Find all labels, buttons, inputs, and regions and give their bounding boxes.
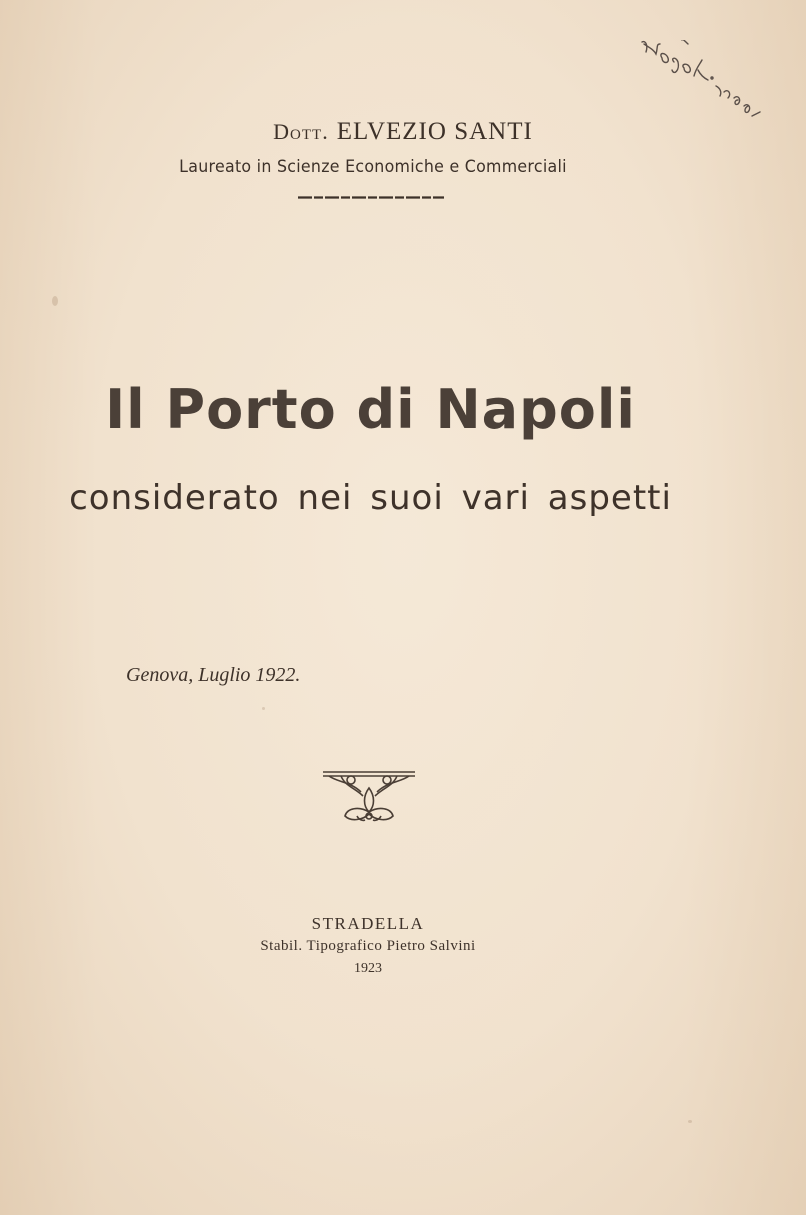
handwritten-annotation	[634, 40, 784, 140]
publisher-press: Stabil. Tipografico Pietro Salvini	[260, 938, 476, 954]
publisher-block	[0, 913, 736, 981]
decorative-rule-icon	[298, 196, 444, 199]
paper-stain	[262, 707, 265, 710]
paper-stain	[52, 296, 58, 306]
author-degree: Laureato in Scienze Economiche e Commerciali	[179, 157, 567, 177]
author-name: ELVEZIO SANTI	[336, 118, 533, 145]
floral-vignette-icon	[321, 766, 417, 826]
book-title: Il Porto di Napoli	[105, 378, 636, 441]
author-prefix: Dott.	[273, 119, 329, 144]
book-subtitle: considerato nei suoi vari aspetti	[69, 478, 672, 518]
publication-year: 1923	[354, 961, 382, 976]
publisher-city: STRADELLA	[311, 914, 425, 933]
paper-stain	[688, 1120, 692, 1123]
dateline: Genova, Luglio 1922.	[126, 664, 301, 686]
